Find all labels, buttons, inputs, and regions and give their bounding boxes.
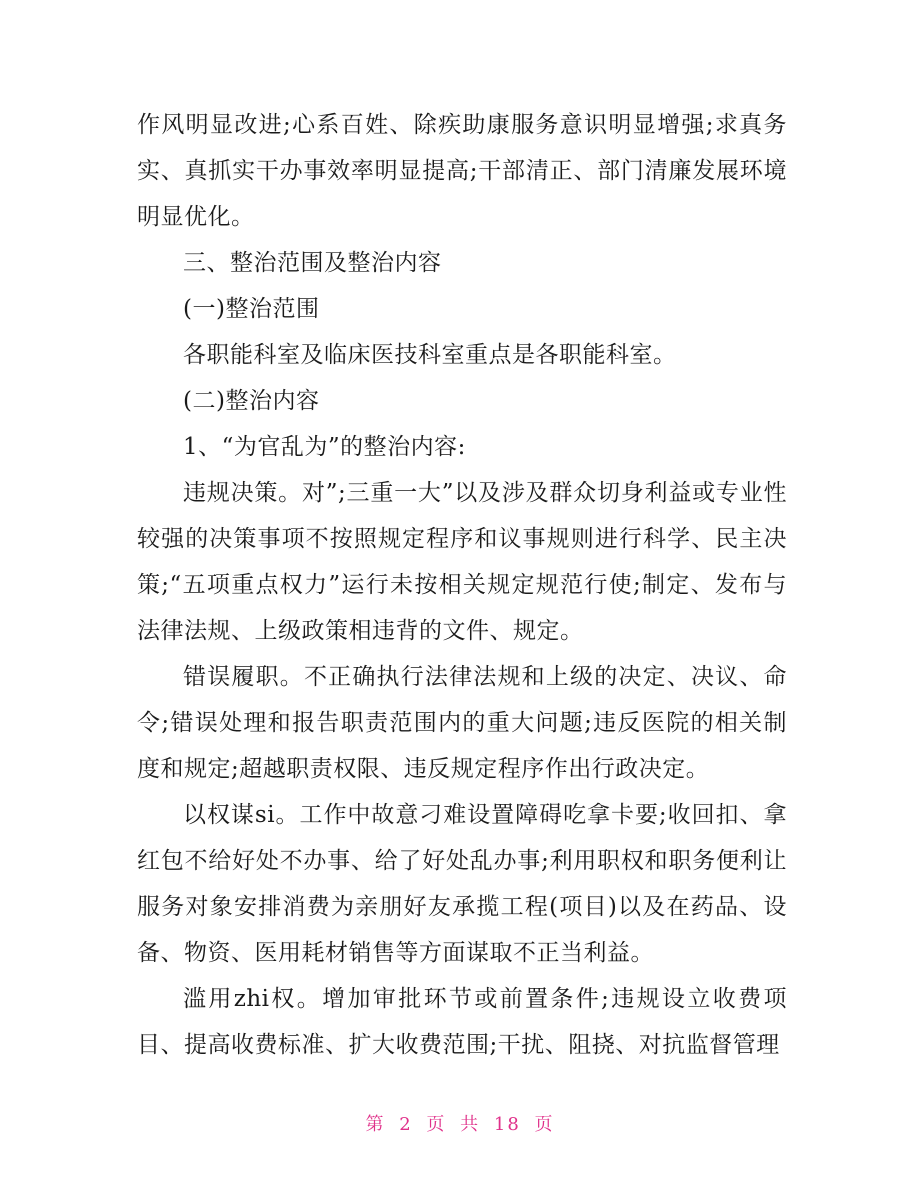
page-footer <box>0 1110 920 1136</box>
footer-current-page: 2 <box>399 1114 413 1135</box>
footer-prefix: 第 <box>365 1114 386 1135</box>
footer-page-word: 页 <box>426 1114 447 1135</box>
item-heading-1: 1、“为官乱为”的整治内容: <box>183 434 466 460</box>
paragraph-1: 作风明显改进;心系百姓、除疾助康服务意识明显增强;求真务实、真抓实干办事效率明显提高;干部清正、部门清廉发展环境明显优化。 <box>137 112 787 230</box>
paragraph-decision: 违规决策。对”;三重一大”以及涉及群众切身利益或专业性较强的决策事项不按照规定程序和议事规则进行科学、民主决策;“五项重点权力”运行未按相关规定规范行使;制定、发布与法律法规、上级政策相违背的文件、规定。 <box>137 480 787 644</box>
footer-suffix: 页 <box>534 1114 555 1135</box>
paragraph-scope: 各职能科室及临床医技科室重点是各职能科室。 <box>183 342 677 368</box>
section-heading-3: 三、整治范围及整治内容 <box>183 250 442 276</box>
footer-total-pages: 18 <box>493 1114 521 1135</box>
paragraph-authority: 滥用zhi权。增加审批环节或前置条件;违规设立收费项目、提高收费标准、扩大收费范围;干扰、阻挠、对抗监督管理 <box>137 986 787 1058</box>
paragraph-duty: 错误履职。不正确执行法律法规和上级的决定、决议、命令;错误处理和报告职责范围内的重大问题;违反医院的相关制度和规定;超越职责权限、违反规定程序作出行政决定。 <box>137 664 787 782</box>
subheading-scope: (一)整治范围 <box>183 296 320 322</box>
footer-total-prefix: 共 <box>460 1114 481 1135</box>
document-body <box>137 102 787 1068</box>
paragraph-power-abuse: 以权谋si。工作中故意刁难设置障碍吃拿卡要;收回扣、拿红包不给好处不办事、给了好处乱办事;利用职权和职务便利让服务对象安排消费为亲朋好友承揽工程(项目)以及在药品、设备、物资、医用耗材销售等方面谋取不正当利益。 <box>137 802 787 966</box>
subheading-content: (二)整治内容 <box>183 388 320 414</box>
